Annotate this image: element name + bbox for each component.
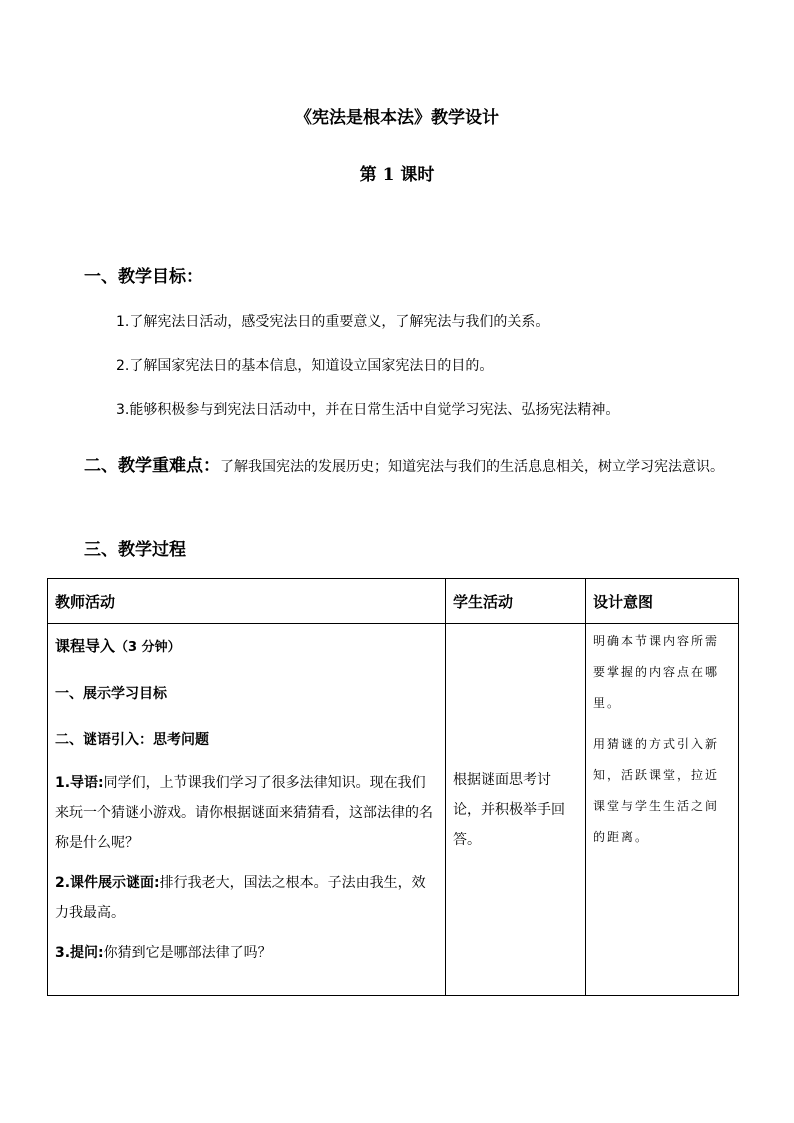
header-teacher-activity: 教师活动 xyxy=(48,579,446,624)
goal-item: 1.了解宪法日活动，感受宪法日的重要意义，了解宪法与我们的关系。 xyxy=(116,314,550,330)
teacher-step-3 xyxy=(55,938,438,968)
student-activity-cell: 根据谜面思考讨论，并积极举手回答。 xyxy=(446,624,586,996)
goal-item: 2.了解国家宪法日的基本信息，知道设立国家宪法日的目的。 xyxy=(116,358,494,374)
keypoints-paragraph xyxy=(84,448,724,486)
process-table xyxy=(47,578,739,996)
step-text: 你猜到它是哪部法律了吗？ xyxy=(103,945,272,961)
intro-time: （3 分钟） xyxy=(115,640,181,655)
goals-heading: 一、教学目标： xyxy=(84,267,203,287)
document-title: 《宪法是根本法》教学设计 xyxy=(295,108,499,128)
keypoints-heading: 二、教学重难点： xyxy=(84,456,220,476)
header-student-activity: 学生活动 xyxy=(446,579,586,624)
teacher-step-2 xyxy=(55,868,438,928)
teacher-item-riddle: 二、谜语引入：思考问题 xyxy=(55,732,209,748)
keypoints-text: 了解我国宪法的发展历史；知道宪法与我们的生活息息相关，树立学习宪法意识。 xyxy=(220,459,724,475)
teacher-step-1 xyxy=(55,768,438,858)
step-label: 2.课件展示谜面: xyxy=(55,875,160,891)
teacher-item-objectives: 一、展示学习目标 xyxy=(55,686,167,702)
document-subtitle: 第 1 课时 xyxy=(359,165,435,185)
step-text: 排行我老大，国法之根本。子法由我生，效力我最高。 xyxy=(55,875,426,921)
process-heading: 三、教学过程 xyxy=(84,540,186,560)
intent-item: 用猜谜的方式引入新知，活跃课堂，拉近课堂与学生生活之间的距离。 xyxy=(593,737,720,844)
table-row xyxy=(48,624,739,996)
step-label: 3.提问: xyxy=(55,945,104,961)
step-text: 同学们，上节课我们学习了很多法律知识。现在我们来玩一个猜谜小游戏。请你根据谜面来猜猜看，这部法律的名称是什么呢？ xyxy=(55,775,433,851)
intro-title-text: 课程导入 xyxy=(55,637,116,655)
design-intent-cell xyxy=(586,624,739,996)
intro-title xyxy=(55,634,438,660)
table-header-row xyxy=(48,579,739,624)
goal-item: 3.能够积极参与到宪法日活动中，并在日常生活中自觉学习宪法、弘扬宪法精神。 xyxy=(116,402,620,418)
intent-item: 明确本节课内容所需要掌握的内容点在哪里。 xyxy=(593,634,720,710)
teacher-activity-cell xyxy=(48,624,446,996)
header-design-intent: 设计意图 xyxy=(586,579,739,624)
step-label: 1.导语: xyxy=(55,775,104,791)
